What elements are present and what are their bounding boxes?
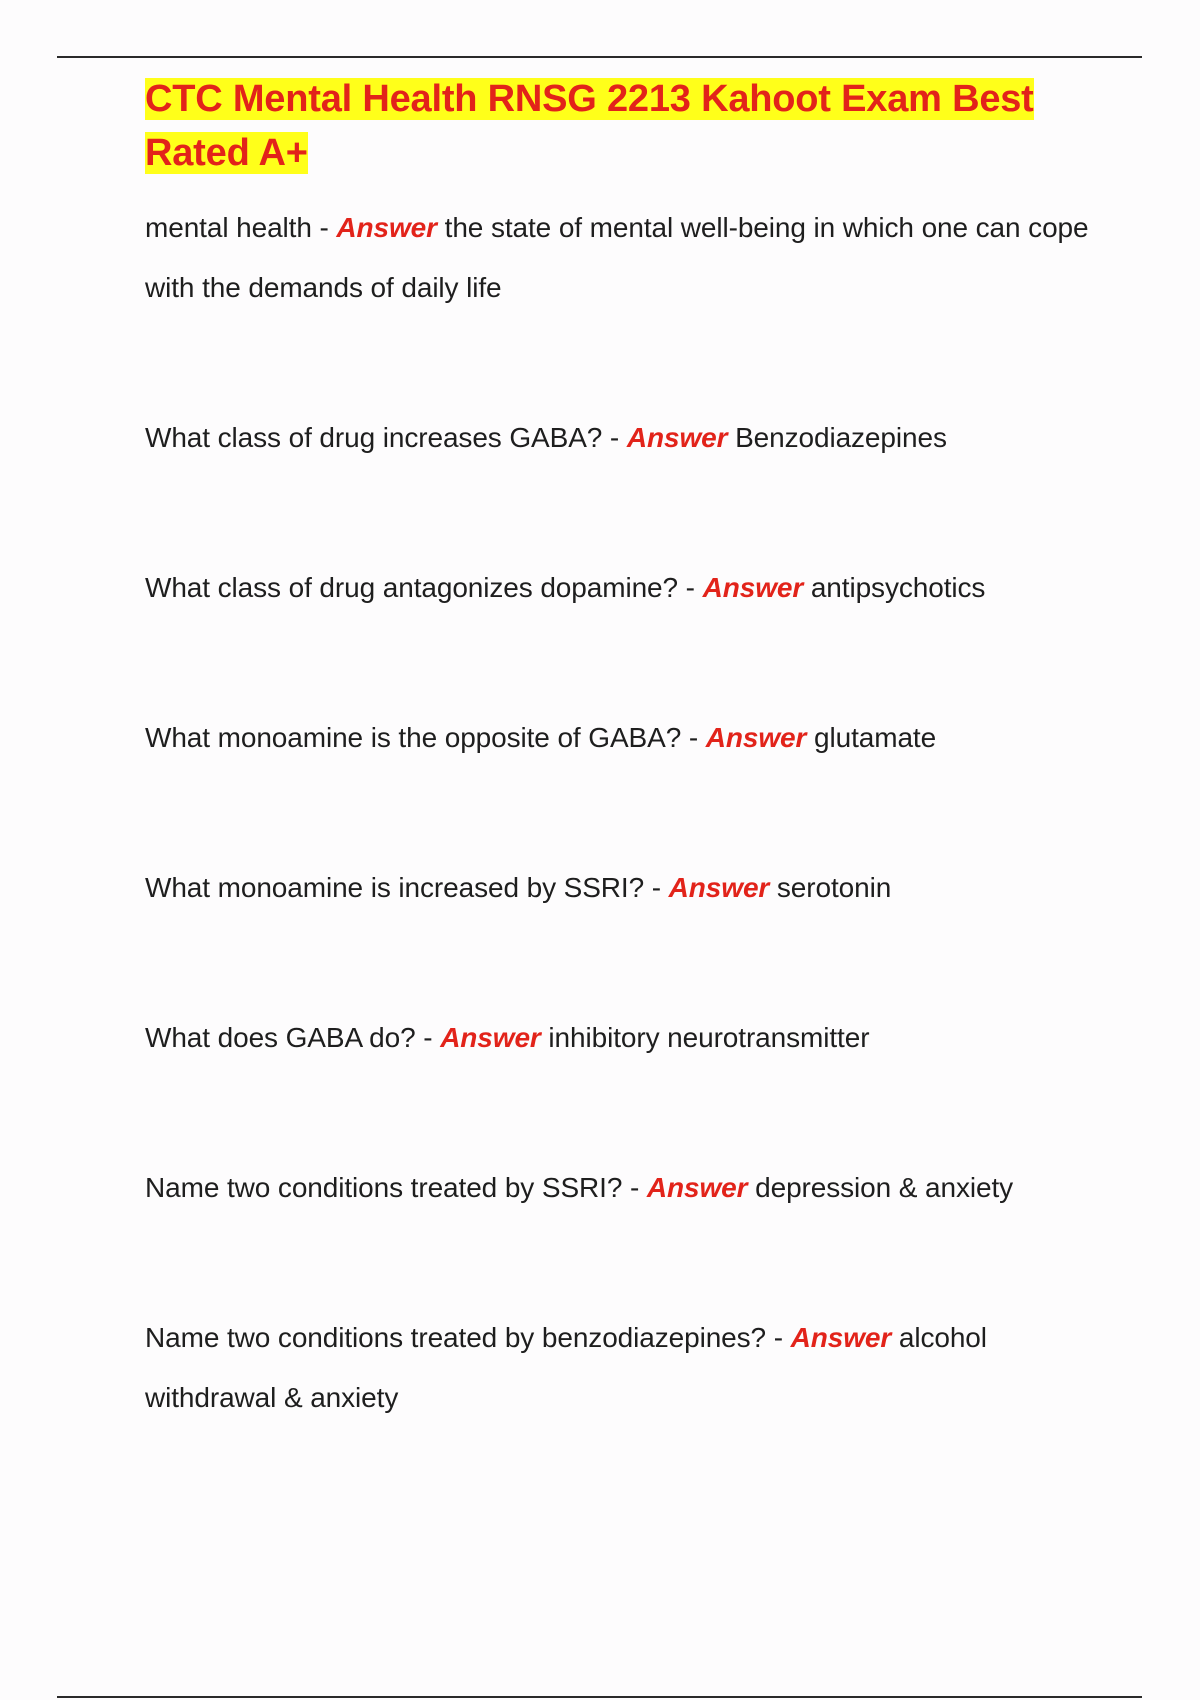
answer-label: Answer: [702, 572, 804, 603]
answer: antipsychotics: [810, 572, 986, 603]
answer: depression & anxiety: [755, 1172, 1014, 1203]
question: What class of drug antagonizes dopamine?: [145, 572, 678, 603]
qa-item-7: [145, 1158, 1105, 1218]
answer: the state of mental well-being in which one can cope with the demands of daily life: [145, 212, 1089, 303]
separator: -: [415, 1022, 441, 1053]
question: What class of drug increases GABA?: [145, 422, 603, 453]
question: What does GABA do?: [145, 1022, 416, 1053]
separator: -: [678, 572, 703, 603]
qa-item-4: [145, 708, 1105, 768]
question: What monoamine is the opposite of GABA?: [145, 722, 682, 753]
answer-label: Answer: [790, 1322, 892, 1353]
answer: alcohol withdrawal & anxiety: [145, 1322, 987, 1413]
qa-item-2: [145, 408, 1105, 468]
document-body: [145, 72, 1105, 1428]
answer: inhibitory neurotransmitter: [548, 1022, 870, 1053]
separator: -: [311, 212, 337, 243]
answer-label: Answer: [626, 422, 728, 453]
question: Name two conditions treated by benzodiazepines?: [145, 1322, 767, 1353]
answer: Benzodiazepines: [735, 422, 947, 453]
answer: serotonin: [776, 872, 892, 903]
answer-label: Answer: [668, 872, 770, 903]
answer-label: Answer: [646, 1172, 748, 1203]
qa-item-1: [145, 198, 1105, 318]
question: Name two conditions treated by SSRI?: [145, 1172, 623, 1203]
answer-label: Answer: [336, 212, 437, 243]
answer-label: Answer: [440, 1022, 541, 1053]
qa-item-3: [145, 558, 1105, 618]
separator: -: [681, 722, 706, 753]
qa-item-8: [145, 1308, 1105, 1428]
separator: -: [602, 422, 627, 453]
separator: -: [766, 1322, 791, 1353]
qa-item-5: [145, 858, 1105, 918]
answer-label: Answer: [705, 722, 807, 753]
top-rule: [57, 56, 1142, 58]
answer: glutamate: [814, 722, 937, 753]
question: mental health: [145, 212, 312, 243]
bottom-rule: [57, 1696, 1142, 1698]
separator: -: [622, 1172, 647, 1203]
qa-item-6: [145, 1008, 1105, 1068]
separator: -: [644, 872, 669, 903]
document-title: [145, 72, 1105, 180]
question: What monoamine is increased by SSRI?: [145, 872, 645, 903]
title-highlight: CTC Mental Health RNSG 2213 Kahoot Exam Best Rated A+: [145, 78, 1034, 174]
